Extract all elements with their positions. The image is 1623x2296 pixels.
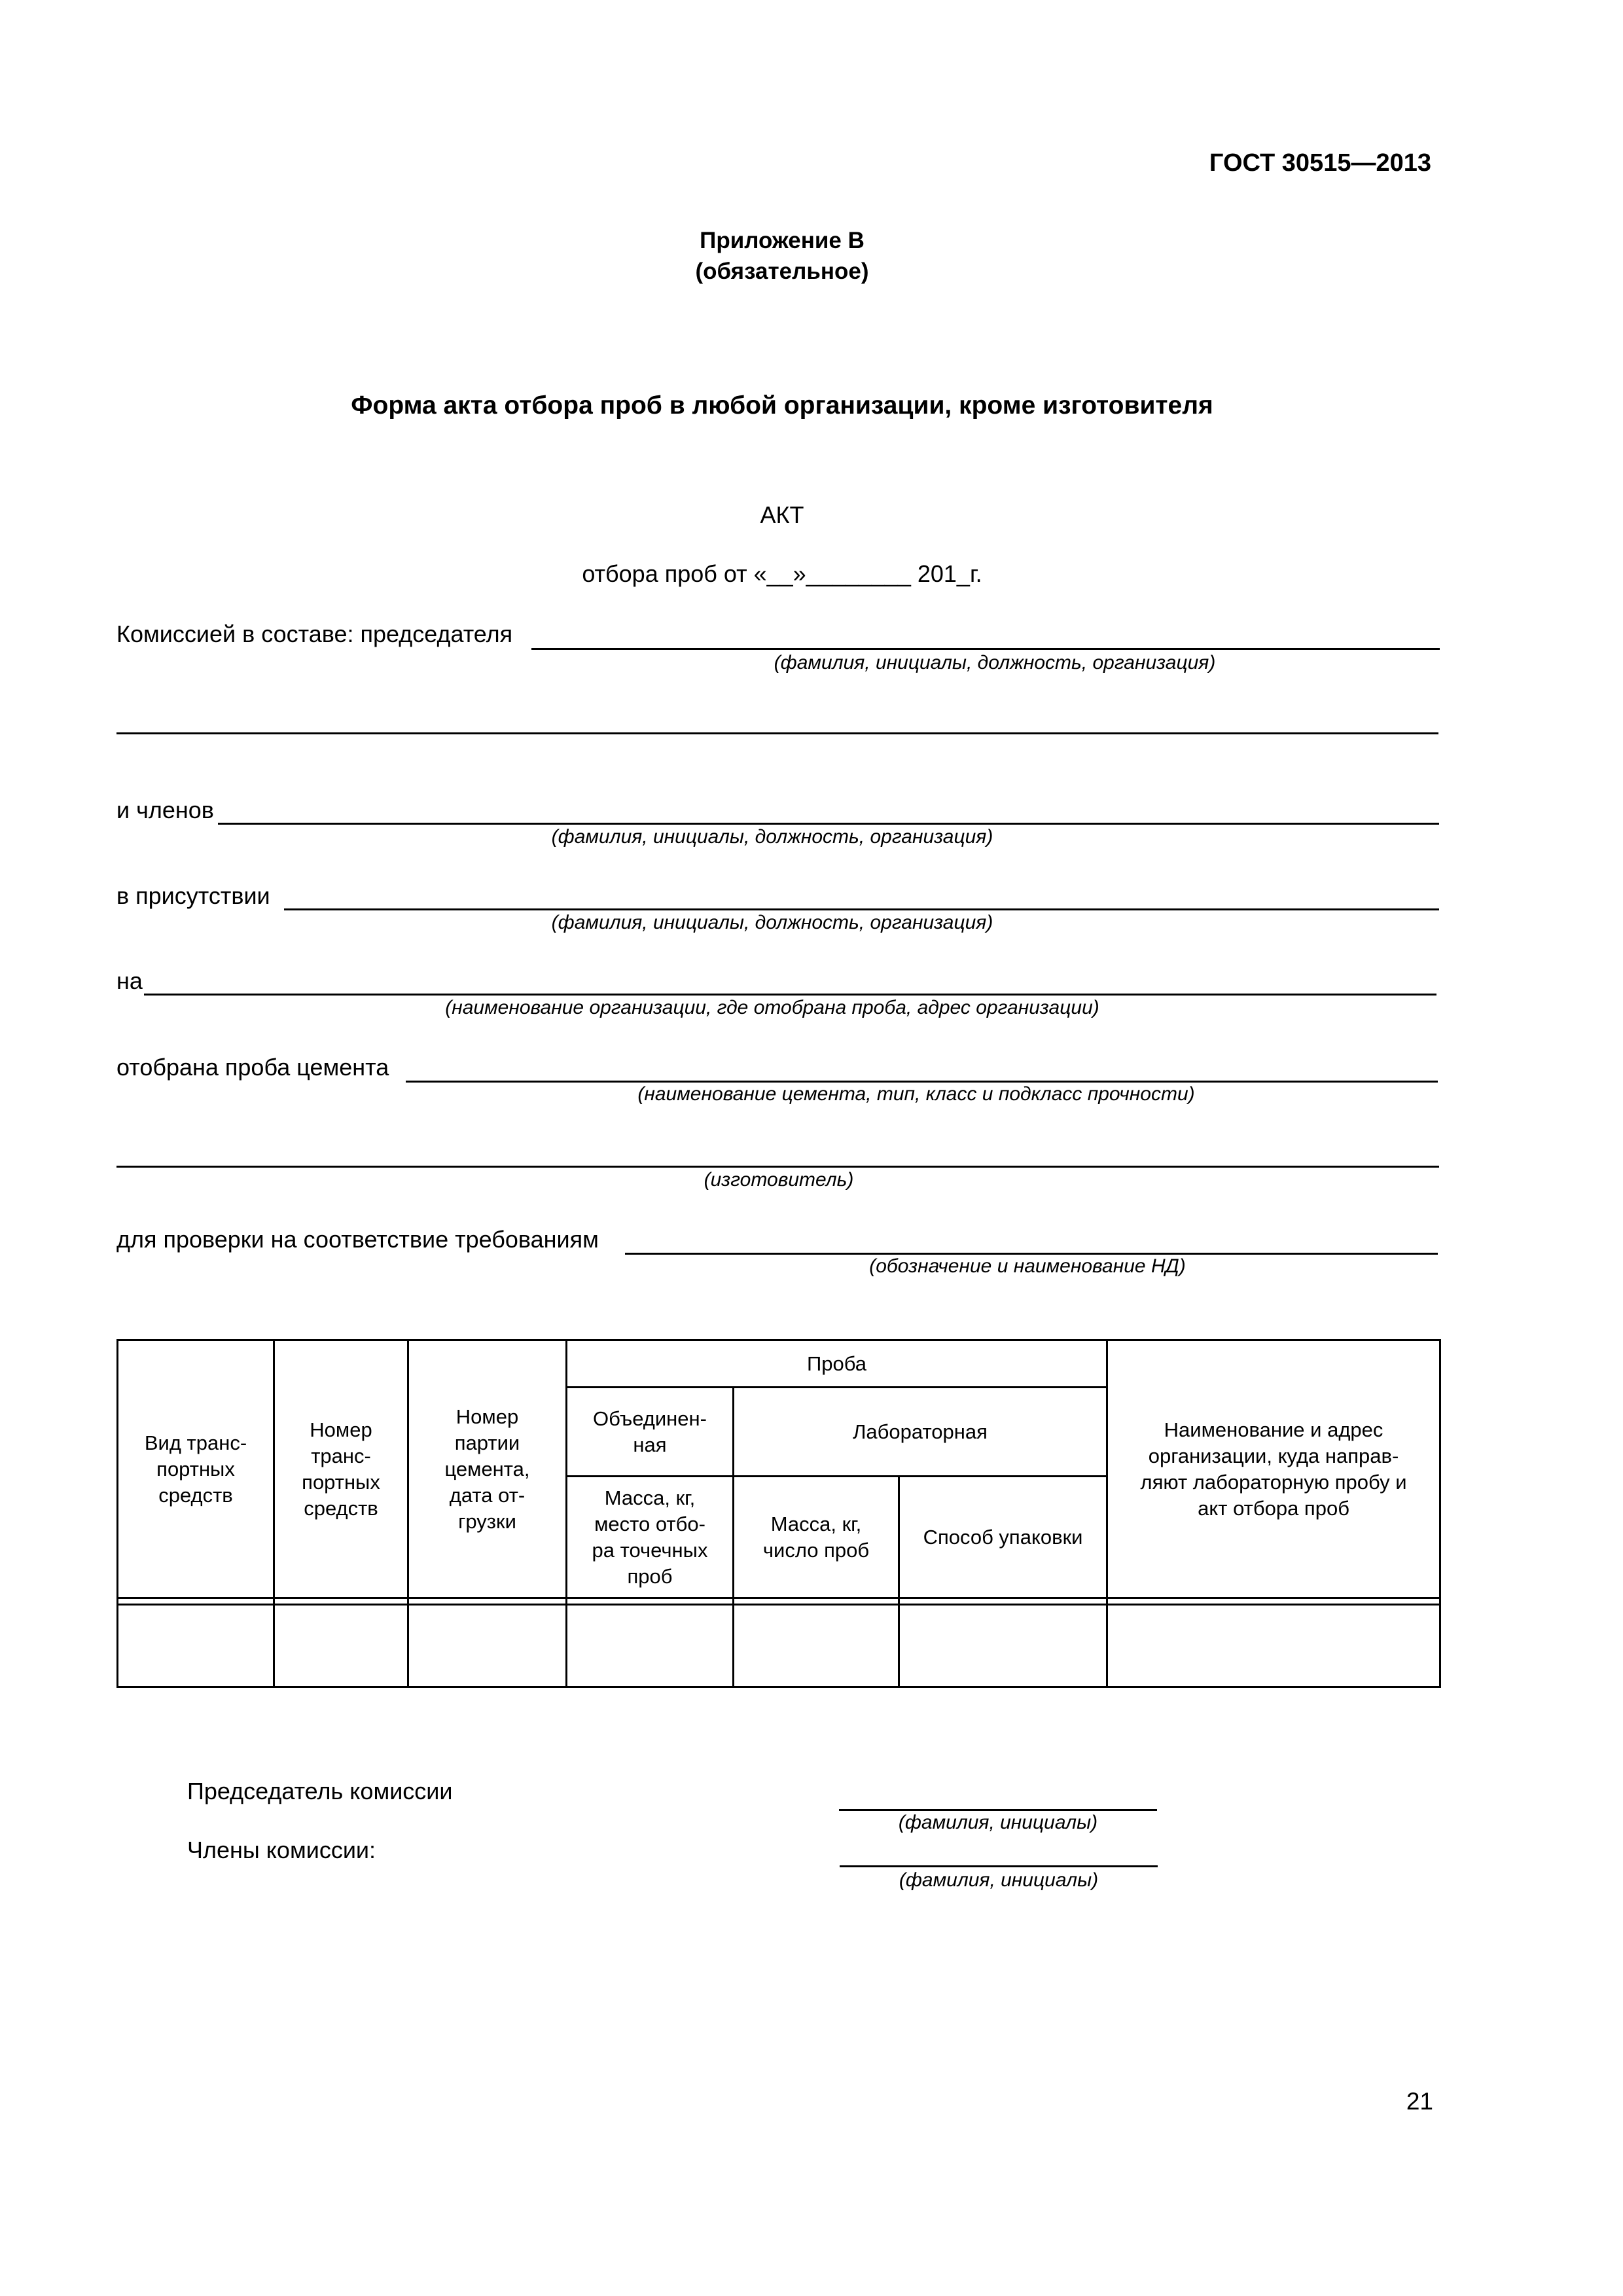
- standard-number: ГОСТ 30515—2013: [1209, 149, 1431, 177]
- table-cell[interactable]: [274, 1605, 408, 1687]
- sampling-table: [116, 1339, 1441, 1688]
- presence-line[interactable]: [284, 908, 1439, 910]
- appendix-status: (обязательное): [695, 259, 869, 284]
- form-title: Форма акта отбора проб в любой организации, кроме изготовителя: [351, 391, 1213, 420]
- header-transport-type: Вид транс- портных средств: [118, 1340, 274, 1598]
- at-hint: (наименование организации, где отобрана проба, адрес организации): [445, 997, 1099, 1018]
- members-hint: (фамилия, инициалы, должность, организация): [551, 826, 993, 848]
- members-label: и членов: [116, 797, 214, 823]
- header-recipient: Наименование и адрес организации, куда направ- ляют лабораторную пробу и акт отбора проб: [1107, 1340, 1440, 1598]
- appendix-title: Приложение В: [700, 228, 865, 253]
- table-cell[interactable]: [408, 1605, 567, 1687]
- members-sign-hint: (фамилия, инициалы): [899, 1869, 1099, 1891]
- act-subtitle: отбора проб от «__»________ 201_г.: [582, 560, 982, 587]
- table-cell[interactable]: [734, 1605, 899, 1687]
- sample-hint: (наименование цемента, тип, класс и подкласс прочности): [637, 1083, 1195, 1105]
- table-cell[interactable]: [567, 1605, 734, 1687]
- act-heading: АКТ: [760, 501, 804, 528]
- sample-line[interactable]: [406, 1081, 1438, 1083]
- check-line[interactable]: [625, 1253, 1438, 1255]
- table-cell[interactable]: [1107, 1605, 1440, 1687]
- check-label: для проверки на соответствие требованиям: [116, 1226, 599, 1253]
- at-line[interactable]: [144, 994, 1436, 996]
- commission-line[interactable]: [531, 648, 1440, 650]
- chairman-label: Председатель комиссии: [187, 1778, 453, 1804]
- header-transport-number: Номер транс- портных средств: [274, 1340, 408, 1598]
- members-signature-line[interactable]: [840, 1865, 1158, 1867]
- manufacturer-hint: (изготовитель): [704, 1169, 854, 1191]
- table-cell[interactable]: [899, 1605, 1107, 1687]
- presence-hint: (фамилия, инициалы, должность, организация): [551, 912, 993, 933]
- chairman-signature-line[interactable]: [839, 1809, 1157, 1811]
- members-sign-label: Члены комиссии:: [187, 1837, 376, 1863]
- at-label: на: [116, 967, 143, 994]
- manufacturer-line[interactable]: [116, 1166, 1439, 1168]
- check-hint: (обозначение и наименование НД): [869, 1255, 1186, 1277]
- commission-line-2[interactable]: [116, 732, 1438, 734]
- page-number: 21: [1406, 2088, 1433, 2115]
- chairman-hint: (фамилия, инициалы): [898, 1812, 1098, 1833]
- table-cell[interactable]: [118, 1605, 274, 1687]
- commission-label: Комиссией в составе: председателя: [116, 620, 513, 647]
- presence-label: в присутствии: [116, 882, 270, 909]
- header-mass-point: Масса, кг, место отбо- ра точечных проб: [567, 1477, 734, 1598]
- header-mass-count: Масса, кг, число проб: [734, 1477, 899, 1598]
- commission-hint: (фамилия, инициалы, должность, организация): [774, 652, 1216, 673]
- table-row: [118, 1605, 1440, 1687]
- header-sample-group: Проба: [567, 1340, 1107, 1388]
- header-batch-number: Номер партии цемента, дата от- грузки: [408, 1340, 567, 1598]
- header-laboratory: Лабораторная: [734, 1388, 1107, 1477]
- sample-label: отобрана проба цемента: [116, 1054, 389, 1081]
- header-packing: Способ упаковки: [899, 1477, 1107, 1598]
- header-combined: Объединен- ная: [567, 1388, 734, 1477]
- members-line[interactable]: [218, 823, 1439, 825]
